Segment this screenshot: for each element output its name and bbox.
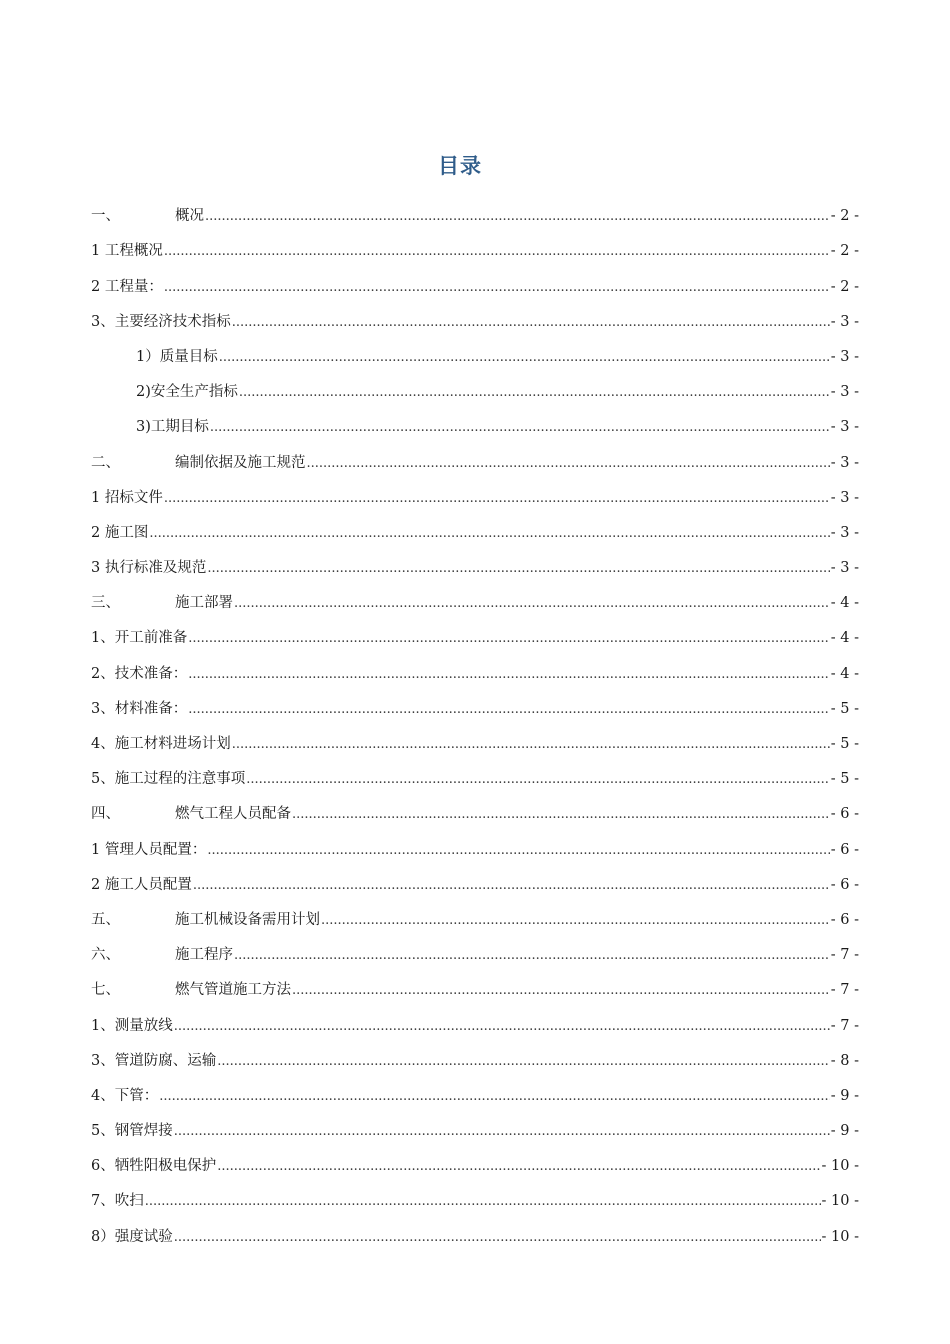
toc-dot-leader: [188, 702, 830, 718]
toc-entry-label: 燃气管道施工方法: [175, 982, 291, 999]
toc-entry[interactable]: [91, 859, 859, 894]
toc-dot-leader: [193, 878, 830, 894]
toc-entry[interactable]: [91, 788, 859, 823]
toc-entry[interactable]: [91, 331, 859, 366]
toc-dot-leader: [207, 561, 829, 577]
toc-entry[interactable]: [91, 823, 859, 858]
toc-entry-page-number: - 3 -: [830, 348, 859, 365]
toc-entry[interactable]: [91, 507, 859, 542]
toc-entry-page-number: - 9 -: [830, 1123, 859, 1140]
toc-entry-number: 二、: [91, 454, 120, 471]
toc-dot-leader: [239, 385, 830, 401]
toc-dot-leader: [246, 772, 830, 788]
toc-entry-label: 4、施工材料进场计划: [91, 736, 231, 752]
toc-entry[interactable]: [91, 753, 859, 788]
toc-entry-label: 1 工程概况: [91, 243, 163, 260]
toc-dot-leader: [232, 737, 830, 753]
toc-entry-number: 一、: [91, 208, 120, 225]
toc-entry-label: 4、下管：: [91, 1087, 159, 1104]
toc-entry-page-number: - 4 -: [830, 630, 859, 647]
toc-entry-page-number: - 6 -: [830, 876, 859, 893]
toc-entry-page-number: - 3 -: [830, 524, 859, 541]
toc-entry-label: 5、施工过程的注意事项: [91, 771, 246, 788]
toc-dot-leader: [219, 350, 830, 366]
toc-dot-leader: [188, 631, 830, 647]
toc-entry-label: 2 施工人员配置: [91, 876, 192, 893]
toc-entry-page-number: - 10 -: [821, 1158, 859, 1175]
toc-entry-label: 3 执行标准及规范: [91, 560, 207, 577]
toc-entry-label: 8）强度试验: [91, 1228, 173, 1245]
toc-entry-label: 1、开工前准备: [91, 630, 188, 647]
toc-entry-label: 7、吹扫: [91, 1193, 144, 1210]
toc-entry-label: 3、材料准备：: [91, 700, 188, 717]
toc-entry-label: 1 招标文件: [91, 489, 163, 506]
toc-entry-page-number: - 6 -: [830, 841, 859, 858]
toc-dot-leader: [217, 1054, 830, 1070]
toc-dot-leader: [164, 280, 830, 296]
toc-entry[interactable]: [91, 190, 859, 225]
toc-entry-label: 1、测量放线: [91, 1017, 173, 1034]
toc-entry-label: 6、牺牲阳极电保护: [91, 1158, 217, 1175]
toc-dot-leader: [234, 596, 830, 612]
toc-entry-page-number: - 3 -: [830, 560, 859, 577]
toc-entry[interactable]: [91, 1035, 859, 1070]
toc-title: 目录: [438, 153, 482, 178]
toc-entry-label: 2)安全生产指标: [136, 384, 238, 401]
toc-entry-page-number: - 3 -: [830, 384, 859, 401]
toc-dot-leader: [232, 315, 830, 331]
toc-entry-number: 三、: [91, 595, 120, 612]
toc-entry-label: 2、技术准备：: [91, 665, 188, 682]
toc-entry-page-number: - 8 -: [830, 1052, 859, 1069]
toc-entry-page-number: - 3 -: [830, 419, 859, 436]
toc-entry-page-number: - 5 -: [830, 700, 859, 717]
toc-entry[interactable]: [91, 683, 859, 718]
toc-entry[interactable]: [91, 964, 859, 999]
toc-entry[interactable]: [91, 999, 859, 1034]
toc-dot-leader: [174, 1124, 830, 1140]
toc-dot-leader: [321, 913, 830, 929]
toc-entry[interactable]: [91, 436, 859, 471]
toc-entry-label: 2 工程量：: [91, 278, 163, 295]
toc-entry[interactable]: [91, 1140, 859, 1175]
toc-entry-label: 3、管道防腐、运输: [91, 1052, 217, 1069]
toc-entry-label: 编制依据及施工规范: [175, 454, 306, 471]
toc-entry[interactable]: [91, 612, 859, 647]
toc-entry-number: 七、: [91, 982, 120, 999]
toc-entry-page-number: - 2 -: [830, 243, 859, 260]
toc-entry-page-number: - 3 -: [830, 489, 859, 506]
toc-entry-page-number: - 7 -: [830, 982, 859, 999]
toc-entry-number: 六、: [91, 947, 120, 964]
toc-dot-leader: [207, 843, 829, 859]
toc-dot-leader: [217, 1159, 820, 1175]
toc-dot-leader: [292, 983, 830, 999]
toc-entry[interactable]: [91, 718, 859, 753]
toc-entry-page-number: - 10 -: [821, 1193, 859, 1210]
toc-entry-page-number: - 2 -: [830, 208, 859, 225]
toc-entry[interactable]: [91, 542, 859, 577]
toc-entry-label: 施工部署: [175, 595, 233, 612]
toc-entry[interactable]: [91, 225, 859, 260]
toc-entry[interactable]: [91, 401, 859, 436]
toc-entry-label: 施工程序: [175, 947, 233, 964]
toc-entry-label: 3、主要经济技术指标: [91, 313, 231, 330]
toc-entry-page-number: - 4 -: [830, 595, 859, 612]
toc-entry-page-number: - 6 -: [830, 911, 859, 928]
toc-entry-page-number: - 5 -: [830, 771, 859, 788]
toc-entry-page-number: - 4 -: [830, 665, 859, 682]
toc-dot-leader: [149, 526, 829, 542]
toc-entry-label: 1 管理人员配置：: [91, 841, 207, 858]
toc-entry-page-number: - 5 -: [830, 736, 859, 752]
toc-entry-page-number: - 10 -: [821, 1228, 859, 1245]
toc-entry-label: 2 施工图: [91, 524, 149, 541]
toc-entry-page-number: - 7 -: [830, 1017, 859, 1034]
toc-entry[interactable]: [91, 260, 859, 295]
toc-dot-leader: [234, 948, 830, 964]
toc-entry[interactable]: [91, 929, 859, 964]
toc-entry-number: 五、: [91, 911, 120, 928]
toc-entry[interactable]: [91, 894, 859, 929]
toc-entry-page-number: - 2 -: [830, 278, 859, 295]
toc-dot-leader: [174, 1230, 821, 1246]
toc-entry[interactable]: [91, 1070, 859, 1105]
toc-entry-label: 3)工期目标: [136, 419, 209, 436]
toc-entry-page-number: - 3 -: [830, 454, 859, 471]
toc-dot-leader: [174, 1019, 830, 1035]
toc-entry-page-number: - 6 -: [830, 806, 859, 823]
toc-entry-label: 1）质量目标: [136, 348, 218, 365]
toc-entry[interactable]: [91, 647, 859, 682]
toc-dot-leader: [164, 491, 830, 507]
toc-entry-page-number: - 7 -: [830, 947, 859, 964]
toc-entry[interactable]: [91, 1105, 859, 1140]
toc-dot-leader: [292, 807, 830, 823]
toc-dot-leader: [210, 420, 830, 436]
toc-entry[interactable]: [91, 296, 859, 331]
toc-entry-label: 5、钢管焊接: [91, 1123, 173, 1140]
toc-dot-leader: [145, 1194, 821, 1210]
toc-entry-page-number: - 9 -: [830, 1087, 859, 1104]
toc-entry[interactable]: [91, 1175, 859, 1210]
toc-entry-label: 燃气工程人员配备: [175, 806, 291, 823]
toc-dot-leader: [205, 209, 830, 225]
toc-entry[interactable]: [91, 366, 859, 401]
toc-entry-number: 四、: [91, 806, 120, 823]
toc-dot-leader: [307, 456, 830, 472]
toc-dot-leader: [188, 667, 830, 683]
toc-dot-leader: [159, 1089, 830, 1105]
toc-dot-leader: [164, 244, 830, 260]
toc-entry-label: 概况: [175, 208, 204, 225]
toc-list: [91, 190, 859, 1246]
toc-entry-label: 施工机械设备需用计划: [175, 911, 320, 928]
toc-entry[interactable]: [91, 577, 859, 612]
toc-entry[interactable]: [91, 472, 859, 507]
toc-entry[interactable]: [91, 1210, 859, 1245]
toc-entry-page-number: - 3 -: [830, 313, 859, 330]
